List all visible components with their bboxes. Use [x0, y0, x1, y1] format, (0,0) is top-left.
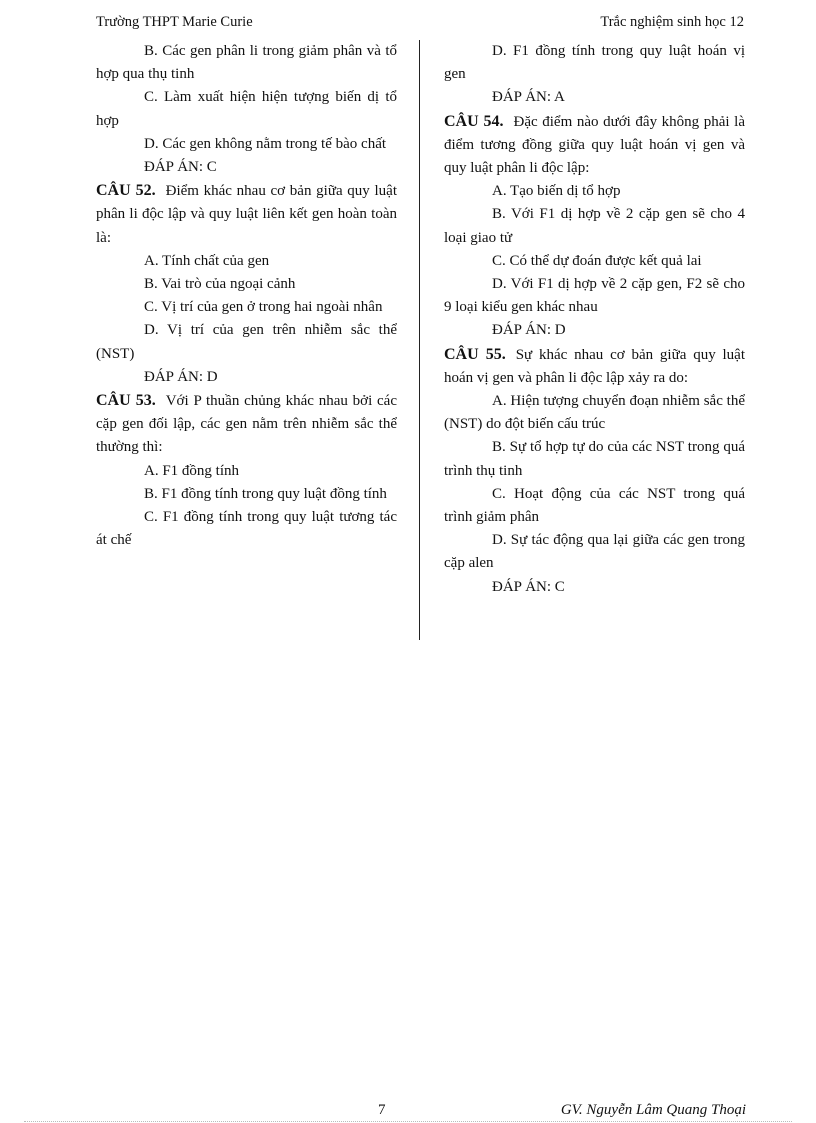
q54-answer: ĐÁP ÁN: D — [492, 322, 566, 339]
q55-option-b: B. Sự tổ hợp tự do của các NST trong quá trình thụ tinh — [444, 439, 745, 479]
q54-option-b: B. Với F1 dị hợp về 2 cặp gen sẽ cho 4 loại giao tử — [444, 206, 745, 246]
right-column — [444, 40, 745, 599]
column-divider — [419, 40, 420, 640]
q55-question — [444, 343, 745, 390]
q55-option-c: C. Hoạt động của các NST trong quá trình giảm phân — [444, 485, 745, 526]
q54-text: Đặc điểm nào dưới đây không phải là điểm tương đồng giữa quy luật hoán vị gen và quy luật phân li độc lập: — [444, 113, 745, 177]
page-number: 7 — [378, 1102, 386, 1118]
q54-option-c: C. Có thể dự đoán được kết quả lai — [492, 252, 702, 269]
q52-answer: ĐÁP ÁN: D — [144, 368, 218, 385]
left-column — [96, 40, 397, 552]
q53-option-c: C. F1 đồng tính trong quy luật tương tác át chế — [96, 509, 397, 549]
footer-author: GV. Nguyễn Lâm Quang Thoại — [560, 1102, 746, 1118]
q52-text: Điểm khác nhau cơ bản giữa quy luật phân li độc lập và quy luật liên kết gen hoàn toàn là: — [96, 183, 397, 246]
bottom-rule — [24, 1121, 792, 1122]
q55-text: Sự khác nhau cơ bản giữa quy luật hoán vị gen và phân li độc lập xảy ra do: — [444, 346, 745, 386]
header-subject: Trắc nghiệm sinh học 12 — [600, 14, 744, 30]
q52-option-c: C. Vị trí của gen ở trong hai ngoài nhân — [144, 299, 383, 316]
q53-answer: ĐÁP ÁN: A — [492, 89, 565, 106]
q51-option-b: B. Các gen phân li trong giảm phân và tổ hợp qua thụ tinh — [96, 43, 397, 83]
q52-option-b: B. Vai trò của ngoại cảnh — [144, 276, 296, 293]
q54-option-a: A. Tạo biến dị tổ hợp — [492, 183, 621, 200]
q53-text: Với P thuần chủng khác nhau bởi các cặp gen đối lập, các gen nằm trên nhiễm sắc thể thường thì: — [96, 393, 398, 456]
header-school: Trường THPT Marie Curie — [96, 14, 253, 30]
q55-option-d: D. Sự tác động qua lại giữa các gen trong cặp alen — [444, 532, 745, 572]
q52-label: CÂU 52. — [96, 182, 156, 200]
q55-label: CÂU 55. — [444, 345, 506, 363]
q54-option-d: D. Với F1 dị hợp về 2 cặp gen, F2 sẽ cho 9 loại kiểu gen khác nhau — [444, 276, 745, 316]
q55-option-a: A. Hiện tượng chuyển đoạn nhiễm sắc thể (NST) do đột biến cấu trúc — [444, 393, 745, 433]
q51-option-d: D. Các gen không nằm trong tế bào chất — [144, 135, 387, 152]
q53-option-a: A. F1 đồng tính — [144, 462, 240, 479]
q53-option-b: B. F1 đồng tính trong quy luật đồng tính — [144, 485, 387, 502]
q55-answer: ĐÁP ÁN: C — [492, 578, 565, 595]
q51-option-c: C. Làm xuất hiện hiện tượng biến dị tổ hợp — [96, 89, 397, 129]
q53-label: CÂU 53. — [96, 392, 156, 410]
q51-answer: ĐÁP ÁN: C — [144, 159, 217, 176]
q52-option-d: D. Vị trí của gen trên nhiễm sắc thể (NST) — [96, 322, 397, 362]
q52-question — [96, 179, 397, 250]
q54-label: CÂU 54. — [444, 112, 504, 130]
q53-question — [96, 389, 397, 460]
q54-question — [444, 110, 745, 181]
q53-option-d: D. F1 đồng tính trong quy luật hoán vị gen — [444, 43, 745, 83]
q52-option-a: A. Tính chất của gen — [144, 252, 270, 269]
